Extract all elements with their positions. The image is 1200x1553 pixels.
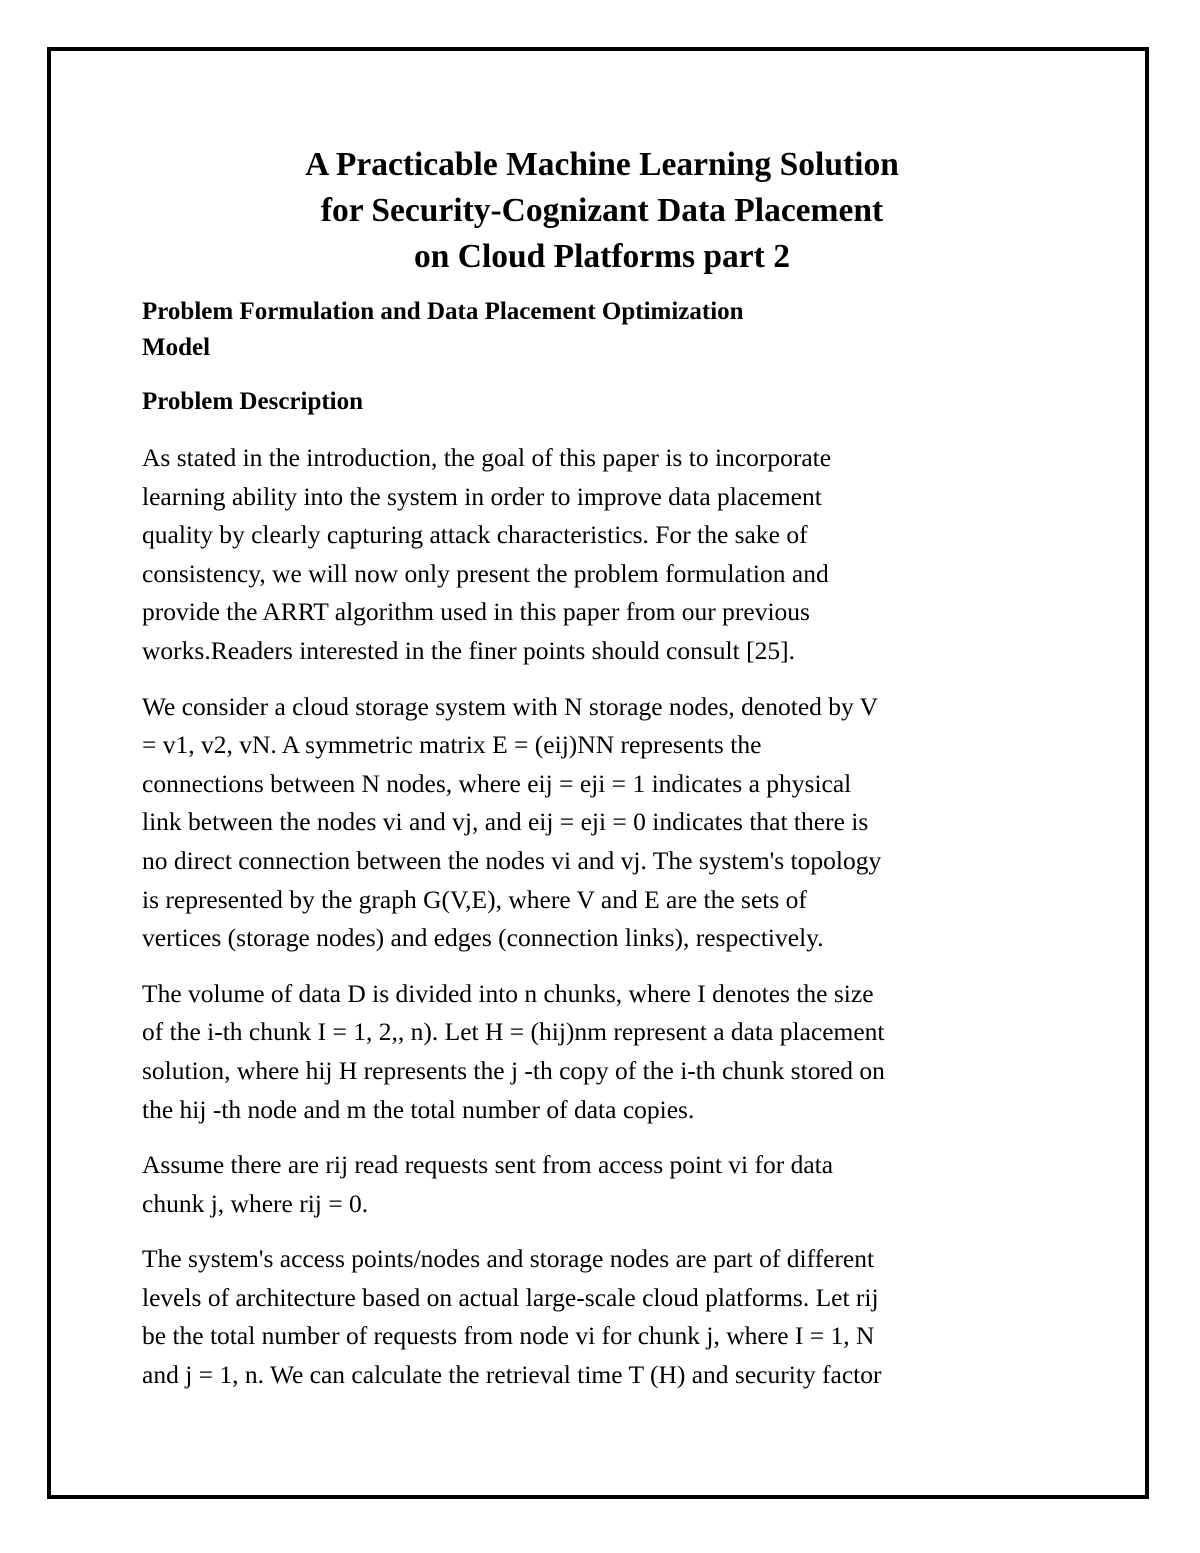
paragraph-line: levels of architecture based on actual large-scale cloud platforms. Let rij [142,1282,879,1312]
paragraph-read-requests [142,1146,1062,1223]
paragraph-data-volume [142,975,1062,1129]
paragraph-line: quality by clearly capturing attack characteristics. For the sake of [142,520,808,550]
document-body [142,142,1062,1395]
paragraph-introduction [142,439,1062,671]
section-heading-line: Problem Formulation and Data Placement Optimization [142,298,744,325]
paragraph-line: The system's access points/nodes and storage nodes are part of different [142,1244,875,1274]
paragraph-storage-system [142,688,1062,958]
paragraph-line: = v1, v2, vN. A symmetric matrix E = (eij)NN represents the [142,730,762,760]
subsection-heading-text: Problem Description [142,388,364,415]
paragraph-architecture [142,1240,1062,1394]
paragraph-line: consistency, we will now only present the problem formulation and [142,558,829,588]
paragraph-line: is represented by the graph G(V,E), where V and E are the sets of [142,884,807,914]
paragraph-line: As stated in the introduction, the goal of this paper is to incorporate [142,443,832,472]
paragraph-line: provide the ARRT algorithm used in this paper from our previous [142,597,810,627]
paragraph-line: connections between N nodes, where eij = eji = 1 indicates a physical [142,768,852,798]
paragraph-line: link between the nodes vi and vj, and eij = eji = 0 indicates that there is [142,807,869,837]
paragraph-line: learning ability into the system in order to improve data placement [142,481,822,511]
paragraph-line: the hij -th node and m the total number of data copies. [142,1094,695,1124]
paragraph-line: no direct connection between the nodes vi and vj. The system's topology [142,845,882,875]
document-title [142,142,1062,280]
subsection-heading [142,384,1062,420]
paragraph-line: We consider a cloud storage system with N storage nodes, denoted by V [142,691,879,721]
title-line: A Practicable Machine Learning Solution [305,146,899,183]
section-heading [142,294,1062,366]
paragraph-line: solution, where hij H represents the j -th copy of the i-th chunk stored on [142,1055,885,1085]
paragraph-line: works.Readers interested in the finer points should consult [25]. [142,635,795,665]
paragraph-line: chunk j, where rij = 0. [142,1188,369,1218]
paragraph-line: and j = 1, n. We can calculate the retrieval time T (H) and security factor [142,1360,882,1390]
paragraph-line: Assume there are rij read requests sent from access point vi for data [142,1150,834,1180]
paragraph-line: of the i-th chunk I = 1, 2,, n). Let H = (hij)nm represent a data placement [142,1017,885,1047]
title-line: for Security-Cognizant Data Placement [320,192,884,229]
paragraph-line: be the total number of requests from node vi for chunk j, where I = 1, N [142,1321,875,1351]
paragraph-line: vertices (storage nodes) and edges (connection links), respectively. [142,923,824,953]
section-heading-line: Model [142,334,211,361]
paragraph-line: The volume of data D is divided into n chunks, where I denotes the size [142,978,874,1008]
title-line: on Cloud Platforms part 2 [414,238,790,275]
